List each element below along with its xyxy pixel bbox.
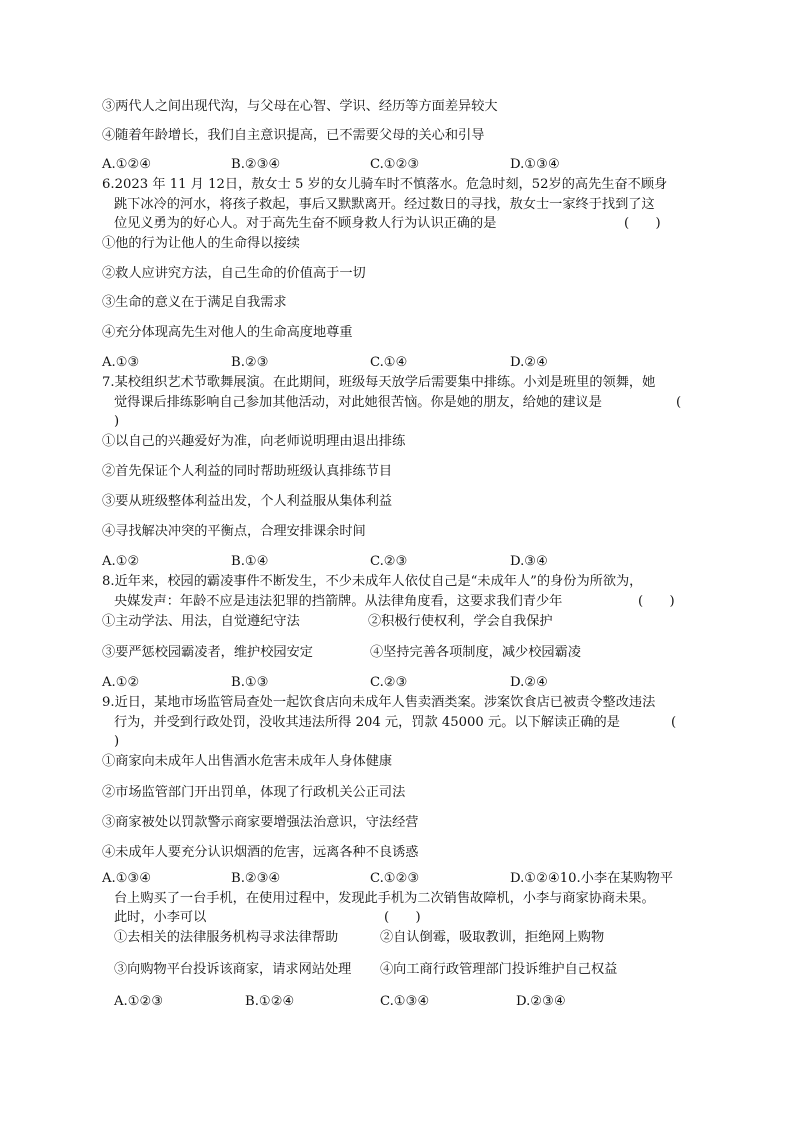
q9-option-a: A.①③④ (102, 871, 152, 886)
q10-stem-line-3: 此时，小李可以 (114, 910, 207, 925)
q10-option-b: B.①②④ (245, 994, 295, 1009)
q5-option-a: A.①②④ (102, 157, 152, 172)
q6-option-b: B.②③ (231, 355, 269, 370)
q7-bracket-open: ( (676, 395, 682, 410)
q7-statement-1: ①以自己的兴趣爱好为准，向老师说明理由退出排练 (102, 434, 406, 449)
q9-statement-3: ③商家被处以罚款警示商家要增强法治意识，守法经营 (102, 815, 419, 830)
q10-statement-2: ②自认倒霉，吸取教训，拒绝网上购物 (380, 930, 605, 945)
q9-option-d-with-q10-start: D.①②④10.小李在某购物平 (510, 871, 674, 886)
q5-option-c: C.①②③ (370, 157, 420, 172)
q5-option-b: B.②③④ (231, 157, 281, 172)
q6-stem-line-1: 6.2023 年 11 月 12日，敖女士 5 岁的女儿骑车时不慎落水。危急时刻，52岁的高先生奋不顾身 (102, 177, 668, 192)
q10-statement-3: ③向购物平台投诉该商家，请求网站处理 (114, 962, 352, 977)
q9-option-c: C.①②③ (370, 871, 420, 886)
q7-bracket-close: ) (114, 414, 120, 429)
q8-statement-4: ④坚持完善各项制度，减少校园霸凌 (370, 645, 581, 660)
q9-statement-1: ①商家向未成年人出售酒水危害未成年人身体健康 (102, 754, 393, 769)
q9-bracket-open: ( (671, 715, 677, 730)
q5-statement-4: ④随着年龄增长，我们自主意识提高，已不需要父母的关心和引导 (102, 128, 485, 143)
q5-statement-3: ③两代人之间出现代沟，与父母在心智、学识、经历等方面差异较大 (102, 99, 498, 114)
q6-statement-1: ①他的行为让他人的生命得以接续 (102, 236, 300, 251)
q7-stem-line-2: 觉得课后排练影响自己参加其他活动，对此她很苦恼。你是她的朋友，给她的建议是 (114, 395, 602, 410)
q8-option-b: B.①③ (231, 675, 269, 690)
q6-option-a: A.①③ (102, 355, 140, 370)
q6-option-d: D.②④ (510, 355, 548, 370)
q10-answer-bracket: ( ) (384, 910, 421, 925)
q6-stem-line-2: 跳下冰冷的河水，将孩子救起，事后又默默离开。经过数日的寻找，敖女士一家终于找到了这 (114, 197, 655, 212)
q8-statement-2: ②积极行使权利，学会自我保护 (368, 614, 553, 629)
q9-stem-line-2: 行为，并受到行政处罚，没收其违法所得 204 元，罚款 45000 元。以下解读正确的是 (114, 715, 620, 730)
q6-statement-4: ④充分体现高先生对他人的生命高度地尊重 (102, 325, 353, 340)
q10-statement-1: ①去相关的法律服务机构寻求法律帮助 (114, 930, 339, 945)
q9-statement-2: ②市场监管部门开出罚单，体现了行政机关公正司法 (102, 785, 406, 800)
q8-statement-1: ①主动学法、用法，自觉遵纪守法 (102, 614, 300, 629)
q8-statement-3: ③要严惩校园霸凌者，维护校园安定 (102, 645, 313, 660)
q6-option-c: C.①④ (370, 355, 408, 370)
q7-option-c: C.②③ (370, 554, 408, 569)
q9-option-b: B.②③④ (231, 871, 281, 886)
q10-option-a: A.①②③ (114, 994, 164, 1009)
q7-option-d: D.③④ (510, 554, 548, 569)
q8-stem-line-1: 8.近年来，校园的霸凌事件不断发生，不少未成年人依仗自己是“未成年人”的身份为所欲为， (102, 574, 643, 589)
q7-option-b: B.①④ (231, 554, 269, 569)
q7-option-a: A.①② (102, 554, 140, 569)
q5-option-d: D.①③④ (510, 157, 560, 172)
q9-bracket-close: ) (114, 734, 120, 749)
q10-option-c: C.①③④ (380, 994, 430, 1009)
q8-option-d: D.②④ (510, 675, 548, 690)
q9-stem-line-1: 9.近日，某地市场监管局查处一起饮食店向未成年人售卖酒类案。涉案饮食店已被责令整改违法 (102, 695, 656, 710)
q6-statement-3: ③生命的意义在于满足自我需求 (102, 295, 287, 310)
q8-option-a: A.①② (102, 675, 140, 690)
q7-statement-3: ③要从班级整体利益出发，个人利益服从集体利益 (102, 494, 393, 509)
q8-option-c: C.②③ (370, 675, 408, 690)
q8-answer-bracket: ( ) (638, 594, 675, 609)
q7-stem-line-1: 7.某校组织艺术节歌舞展演。在此期间，班级每天放学后需要集中排练。小刘是班里的领舞，她 (102, 375, 656, 390)
q7-statement-4: ④寻找解决冲突的平衡点，合理安排课余时间 (102, 524, 366, 539)
q10-statement-4: ④向工商行政管理部门投诉维护自己权益 (380, 962, 618, 977)
q10-stem-line-2: 台上购买了一台手机，在使用过程中，发现此手机为二次销售故障机，小李与商家协商未果。 (114, 891, 655, 906)
q9-statement-4: ④未成年人要充分认识烟酒的危害，远离各种不良诱惑 (102, 845, 419, 860)
q6-stem-line-3: 位见义勇为的好心人。对于高先生奋不顾身救人行为认识正确的是 (114, 216, 497, 231)
q10-option-d: D.②③④ (516, 994, 566, 1009)
q6-statement-2: ②救人应讲究方法，自己生命的价值高于一切 (102, 266, 366, 281)
q6-answer-bracket: ( ) (624, 216, 661, 231)
q8-stem-line-2: 央媒发声：年龄不应是违法犯罪的挡箭牌。从法律角度看，这要求我们青少年 (114, 594, 563, 609)
q7-statement-2: ②首先保证个人利益的同时帮助班级认真排练节目 (102, 464, 393, 479)
